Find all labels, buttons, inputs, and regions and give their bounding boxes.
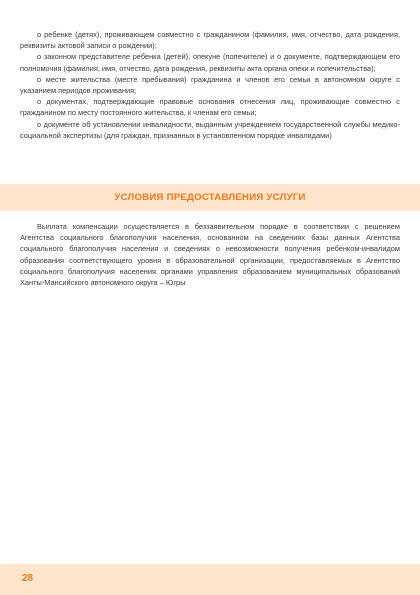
body-paragraph: Выплата компенсации осуществляется в беззаявительном порядке в соответствии с решением Агентства социального благополучия населения, основанном на сведениях базы данных Агентства социального благополучия населения и сведениях о невозможности получения ребенком-инвалидом образования соответствующего уровня в образовательной организации, предоставляемых в Агентство социального благополучия населения органами управления образованием муниципальных образований Ханты-Мансийского автономного округа – Югры	[20, 222, 400, 288]
info-list	[20, 29, 400, 141]
body-text	[20, 221, 400, 288]
list-item: о ребенке (детях), проживающем совместно с гражданином (фамилия, имя, отчество, дата рождения, реквизиты актовой записи о рождении);	[20, 30, 400, 51]
list-item: о документах, подтверждающие правовые основания отнесения лиц, проживающие совместно с гражданином по месту постоянного жительства, к членам его семьи;	[20, 97, 400, 118]
page-number: 28	[22, 573, 34, 584]
list-item: о законном представителе ребенка (детей), опекуне (попечителе) и о документе, подтверждающем его полномочия (фамилия, имя, отчество, дата рождения, реквизиты акта органа опеки и попечительства);	[20, 52, 400, 73]
page-footer	[0, 564, 420, 595]
list-item: о документе об установлении инвалидности, выданным учреждением государственной службы медико-социальной экспертизы (для граждан, признанных в установленном порядке инвалидами)	[20, 119, 400, 140]
section-title: УСЛОВИЯ ПРЕДОСТАВЛЕНИЯ УСЛУГИ	[114, 192, 306, 203]
list-item: о месте жительства (месте пребывания) гражданина и членов его семьи в автономном округе с указанием периодов проживания;	[20, 74, 400, 96]
section-banner	[0, 184, 420, 211]
